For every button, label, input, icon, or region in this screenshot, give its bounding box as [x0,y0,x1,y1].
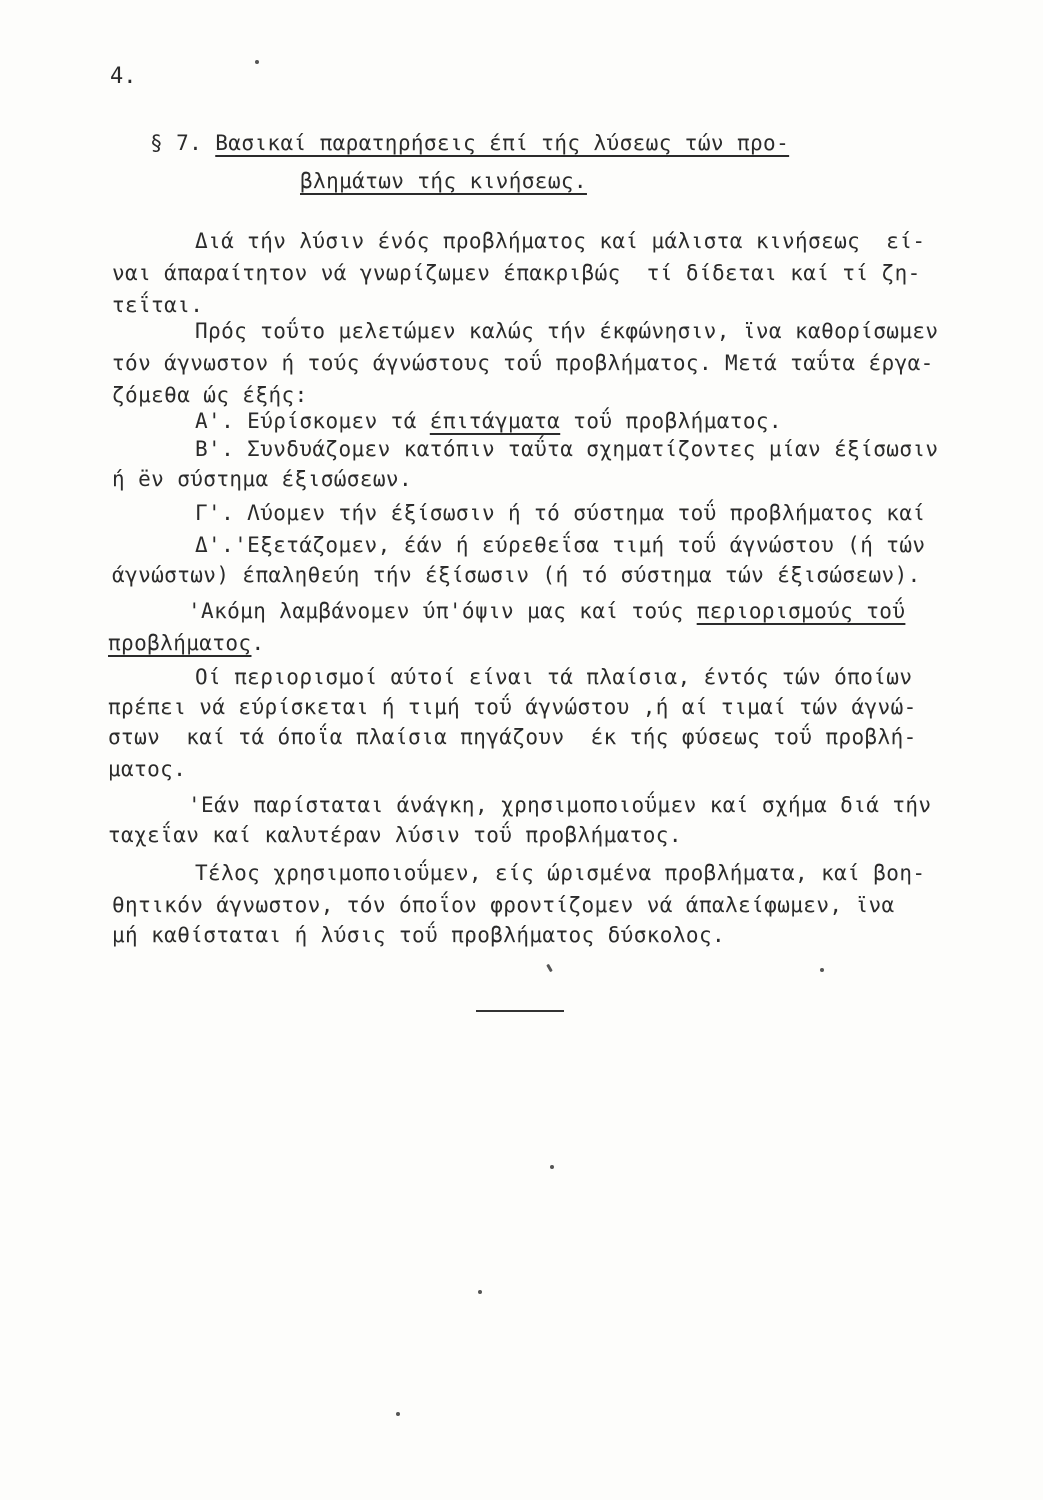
paragraph-line: πρέπει νά εύρίσκεται ή τιμή τοΰ άγνώστου ,ή αί τιμαί τών άγνώ- [108,695,917,719]
step-b: Β'. Συνδυάζομεν κατόπιν ταΰτα σχηματίζοντες μίαν έξίσωσιν [195,437,939,461]
section-number: § 7. [150,131,203,155]
paragraph-line: τόν άγνωστον ή τούς άγνώστους τοΰ προβλήματος. Μετά ταΰτα έργα- [112,351,934,375]
scan-speck [255,60,259,64]
scan-speck [546,964,553,972]
paragraph-restrictions: 'Ακόμη λαμβάνομεν ύπ'όψιν μας καί τούς περιορισμούς τοΰ [188,599,906,623]
paragraph-line: μή καθίσταται ή λύσις τοΰ προβλήματος δύσκολος. [112,923,726,947]
section-heading [150,130,789,156]
underlined-term: περιορισμούς τοΰ [696,599,906,623]
paragraph-line: Πρός τοΰτο μελετώμεν καλώς τήν έκφώνησιν, ϊνα καθορίσωμεν [195,319,939,343]
paragraph-line: θητικόν άγνωστον, τόν όποΐον φροντίζομεν νά άπαλείφωμεν, ϊνα [112,893,895,917]
paragraph-line: τεΐται. [112,293,204,317]
paragraph-line: στων καί τά όποΐα πλαίσια πηγάζουν έκ τής φύσεως τοΰ προβλή- [108,725,917,749]
paragraph-line: 'Εάν παρίσταται άνάγκη, χρησιμοποιοΰμεν καί σχήμα διά τήν [188,793,932,817]
section-end-rule [476,1010,564,1012]
paragraph-line: ζόμεθα ώς έξής: [112,383,308,407]
paragraph-line: άγνώστων) έπαληθεύη τήν έξίσωσιν (ή τό σύστημα τών έξισώσεων). [112,563,921,587]
paragraph-line: ναι άπαραίτητον νά γνωρίζωμεν έπακριβώς τί δίδεται καί τί ζη- [112,261,921,285]
page-number: 4. [110,64,137,89]
paragraph-line: Τέλος χρησιμοποιοΰμεν, είς ώρισμένα προβλήματα, καί βοη- [195,861,926,885]
section-title-line2: βλημάτων τής κινήσεως. [300,169,587,193]
paragraph-line: Διά τήν λύσιν ένός προβλήματος καί μάλιστα κινήσεως εί- [195,229,926,253]
step-a: Α'. Εύρίσκομεν τά έπιτάγματα τοΰ προβλήματος. [195,409,782,433]
underlined-term: έπιτάγματα [429,409,561,433]
step-a-label: Α'. [195,409,235,433]
paragraph-line: ταχεΐαν καί καλυτέραν λύσιν τοΰ προβλήματος. [108,823,682,847]
paragraph-line: Οί περιορισμοί αύτοί είναι τά πλαίσια, έντός τών όποίων [195,665,913,689]
underlined-term: προβλήματος [108,631,252,655]
section-title-line1: Βασικαί παρατηρήσεις έπί τής λύσεως τών προ- [215,131,790,155]
scan-speck [820,968,824,972]
step-d: Δ'.'Εξετάζομεν, έάν ή εύρεθεΐσα τιμή τοΰ άγνώστου (ή τών [195,533,926,557]
scan-speck [550,1165,554,1169]
scan-speck [478,1290,482,1294]
paragraph-line: ή ëν σύστημα έξισώσεων. [112,467,412,491]
scan-speck [396,1412,400,1416]
paragraph-line: προβλήματος. [108,631,265,655]
paragraph-line: ματος. [108,757,187,781]
step-c: Γ'. Λύομεν τήν έξίσωσιν ή τό σύστημα τοΰ προβλήματος καί [195,501,926,525]
